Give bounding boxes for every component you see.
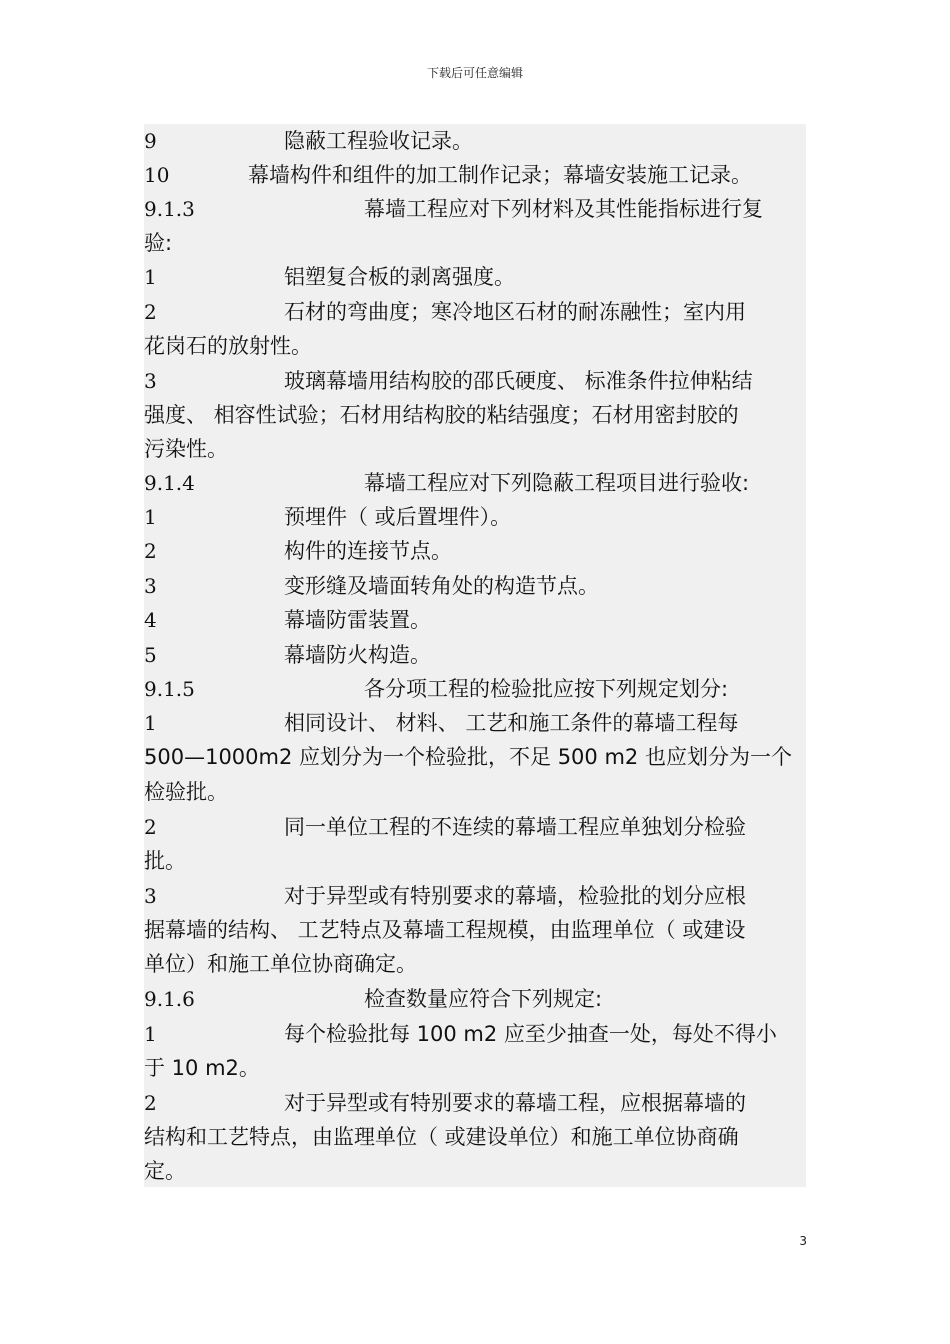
- item-number: 3: [144, 369, 157, 393]
- item-text: 变形缝及墙面转角处的构造节点。: [284, 574, 599, 598]
- item-text: 每个检验批每 100 m2 应至少抽查一处，每处不得小: [284, 1022, 777, 1046]
- section-number: 9.1.3: [144, 197, 195, 221]
- item-text: 隐蔽工程验收记录。: [284, 129, 473, 153]
- item-text: 对于异型或有特别要求的幕墙工程，应根据幕墙的: [284, 1091, 746, 1115]
- item-text: 各分项工程的检验批应按下列规定划分:: [364, 677, 729, 701]
- section-number: 9.1.5: [144, 677, 195, 701]
- item-number: 5: [144, 643, 157, 667]
- item-text: 幕墙防雷装置。: [284, 608, 431, 632]
- item-text: 污染性。: [144, 437, 228, 461]
- item-text: 对于异型或有特别要求的幕墙，检验批的划分应根: [284, 884, 746, 908]
- document-body: [144, 124, 806, 1187]
- item-number: 10: [144, 163, 170, 187]
- item-text: 定。: [144, 1159, 186, 1183]
- item-text: 幕墙防火构造。: [284, 643, 431, 667]
- item-text: 花岗石的放射性。: [144, 334, 312, 358]
- item-number: 1: [144, 505, 157, 529]
- item-number: 9: [144, 129, 157, 153]
- item-text: 于 10 m2。: [144, 1056, 260, 1080]
- page-number: 3: [799, 1234, 807, 1248]
- item-text: 预埋件（ 或后置埋件）。: [284, 505, 512, 529]
- item-text: 500—1000m2 应划分为一个检验批，不足 500 m2 也应划分为一个: [144, 745, 792, 769]
- item-text: 幕墙构件和组件的加工制作记录；幕墙安装施工记录。: [248, 163, 752, 187]
- item-number: 2: [144, 1091, 157, 1115]
- item-text: 玻璃幕墙用结构胶的邵氏硬度、 标准条件拉伸粘结: [284, 369, 753, 393]
- item-text: 幕墙工程应对下列隐蔽工程项目进行验收:: [364, 471, 750, 495]
- item-text: 据幕墙的结构、 工艺特点及幕墙工程规模，由监理单位（ 或建设: [144, 918, 746, 942]
- item-number: 4: [144, 608, 157, 632]
- item-number: 1: [144, 711, 157, 735]
- item-text: 石材的弯曲度；寒冷地区石材的耐冻融性；室内用: [284, 300, 746, 324]
- item-number: 2: [144, 539, 157, 563]
- item-text: 检验批。: [144, 780, 228, 804]
- item-text: 构件的连接节点。: [284, 539, 452, 563]
- item-text: 强度、 相容性试验；石材用结构胶的粘结强度；石材用密封胶的: [144, 403, 739, 427]
- section-number: 9.1.6: [144, 987, 195, 1011]
- page-header: 下载后可任意编辑: [426, 66, 523, 80]
- item-number: 1: [144, 265, 157, 289]
- item-number: 2: [144, 815, 157, 839]
- item-text: 同一单位工程的不连续的幕墙工程应单独划分检验: [284, 815, 746, 839]
- item-number: 3: [144, 574, 157, 598]
- section-number: 9.1.4: [144, 471, 195, 495]
- item-number: 3: [144, 884, 157, 908]
- item-text: 批。: [144, 849, 186, 873]
- item-number: 1: [144, 1022, 157, 1046]
- item-text: 单位）和施工单位协商确定。: [144, 952, 417, 976]
- item-text: 铝塑复合板的剥离强度。: [284, 265, 515, 289]
- item-number: 2: [144, 300, 157, 324]
- item-text: 幕墙工程应对下列材料及其性能指标进行复: [364, 197, 763, 221]
- item-text: 结构和工艺特点，由监理单位（ 或建设单位）和施工单位协商确: [144, 1125, 739, 1149]
- item-text: 检查数量应符合下列规定:: [364, 987, 603, 1011]
- item-text: 验:: [144, 231, 173, 255]
- item-text: 相同设计、 材料、 工艺和施工条件的幕墙工程每: [284, 711, 739, 735]
